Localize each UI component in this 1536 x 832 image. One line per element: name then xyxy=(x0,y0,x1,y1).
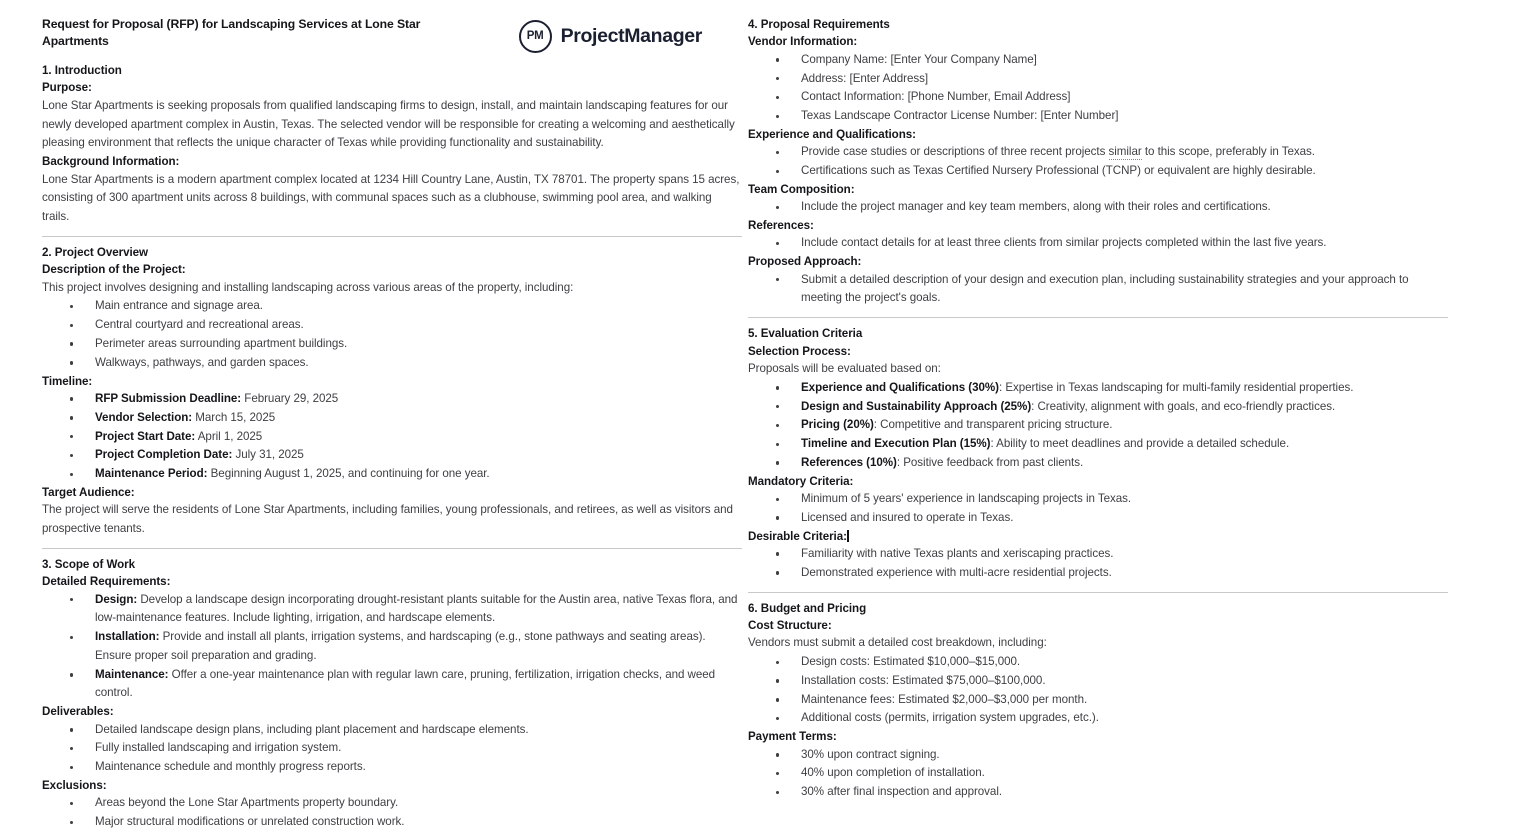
detailed-requirements-list xyxy=(42,591,745,704)
list-item: Certifications such as Texas Certified Nursery Professional (TCNP) or equivalent are highly desirable. xyxy=(748,162,1448,181)
target-audience-text: The project will serve the residents of Lone Star Apartments, including families, young professionals, and retirees, as well as visitors and prospective tenants. xyxy=(42,503,733,536)
criterion-label: Design and Sustainability Approach (25%) xyxy=(801,399,1032,413)
desirable-criteria-label xyxy=(748,528,1468,545)
payment-terms-list xyxy=(748,746,1468,802)
timeline-item-value: Beginning August 1, 2025, and continuing for one year. xyxy=(210,467,490,481)
description-text: This project involves designing and installing landscaping across various areas of the property, including: xyxy=(42,280,574,294)
exclusions-label: Exclusions: xyxy=(42,779,107,792)
list-item: Perimeter areas surrounding apartment buildings. xyxy=(42,335,742,354)
proposed-approach-list xyxy=(748,271,1468,309)
list-item xyxy=(42,428,742,447)
document-column-left xyxy=(0,0,745,829)
list-item: Detailed landscape design plans, including plant placement and hardscape elements. xyxy=(42,721,742,740)
requirement-label: Design: xyxy=(95,592,138,606)
section-heading: 1. Introduction xyxy=(42,64,122,77)
criterion-label: Pricing (20%) xyxy=(801,418,874,432)
criterion-value: : Creativity, alignment with goals, and eco-friendly practices. xyxy=(1031,399,1336,413)
list-item xyxy=(748,454,1448,473)
list-item: Licensed and insured to operate in Texas. xyxy=(748,509,1448,528)
vendor-information-label: Vendor Information: xyxy=(748,35,858,49)
section-heading: 4. Proposal Requirements xyxy=(748,18,890,31)
list-item: Include the project manager and key team members, along with their roles and certifications. xyxy=(748,198,1448,217)
document-header xyxy=(42,16,702,53)
list-item xyxy=(42,628,742,666)
project-areas-list xyxy=(42,297,745,372)
desirable-criteria-list xyxy=(748,545,1468,583)
criterion-value: : Positive feedback from past clients. xyxy=(896,455,1084,469)
timeline-list xyxy=(42,390,745,484)
section-heading: 5. Evaluation Criteria xyxy=(748,327,863,341)
requirement-label: Installation: xyxy=(95,630,160,644)
payment-terms-label: Payment Terms: xyxy=(748,730,837,744)
timeline-item-label: Maintenance Period: xyxy=(95,467,208,481)
section-divider xyxy=(748,317,1448,318)
criterion-value: : Competitive and transparent pricing structure. xyxy=(873,418,1113,432)
list-item: Central courtyard and recreational areas. xyxy=(42,316,742,335)
proposed-approach-label: Proposed Approach: xyxy=(748,255,862,269)
list-item xyxy=(748,398,1448,417)
section-divider xyxy=(42,236,742,237)
criterion-value: : Ability to meet deadlines and provide a detailed schedule. xyxy=(990,437,1290,451)
list-item xyxy=(42,390,742,409)
deliverables-list xyxy=(42,721,745,777)
list-item: Submit a detailed description of your design and execution plan, including sustainability strategies and your approach to meeting the project's goals. xyxy=(748,271,1448,309)
list-item: Major structural modifications or unrelated construction work. xyxy=(42,813,742,832)
logo-monogram: PM xyxy=(526,29,544,42)
projectmanager-logo xyxy=(519,16,702,53)
list-item: Texas Landscape Contractor License Number: [Enter Number] xyxy=(748,107,1448,126)
list-item xyxy=(42,465,742,484)
section-proposal-requirements xyxy=(748,16,1468,308)
criteria-list xyxy=(748,379,1468,473)
section-evaluation-criteria xyxy=(748,325,1468,582)
page-title: Request for Proposal (RFP) for Landscaping Services at Lone Star Apartments xyxy=(42,17,421,49)
background-label: Background Information: xyxy=(42,155,180,169)
list-item: Include contact details for at least three clients from similar projects completed within the last five years. xyxy=(748,234,1448,253)
cost-list xyxy=(748,653,1468,728)
deliverables-label: Deliverables: xyxy=(42,705,114,719)
list-item: Contact Information: [Phone Number, Email Address] xyxy=(748,88,1448,107)
selection-process-text: Proposals will be evaluated based on: xyxy=(748,361,941,375)
target-audience-label: Target Audience: xyxy=(42,485,135,499)
experience-text-post: to this scope, preferably in Texas. xyxy=(1141,145,1315,159)
projectmanager-logo-icon xyxy=(519,20,552,53)
list-item xyxy=(748,379,1448,398)
section-scope-of-work xyxy=(42,556,745,832)
timeline-item-label: Project Start Date: xyxy=(95,429,196,443)
requirement-value: Provide and install all plants, irrigation systems, and hardscaping (e.g., stone pathways and seating areas). Ensure proper soil preparation and grading. xyxy=(95,630,706,662)
timeline-item-value: February 29, 2025 xyxy=(244,391,339,405)
detailed-requirements-label: Detailed Requirements: xyxy=(42,575,171,589)
requirement-value: Develop a landscape design incorporating drought-resistant plants suitable for the Austin area, native Texas flora, and low-maintenance features. Include lighting, irrigation, and hardscape elements. xyxy=(95,592,738,625)
background-text: Lone Star Apartments is a modern apartment complex located at 1234 Hill Country Lane, Austin, TX 78701. The property spans 15 acres, consisting of 300 apartment units across 8 buildings, with communal spaces such as a clubhouse, swimming pool area, and walking trails. xyxy=(42,172,740,224)
criterion-value: : Expertise in Texas landscaping for multi-family residential properties. xyxy=(998,380,1354,394)
team-composition-list xyxy=(748,198,1468,217)
document-column-right xyxy=(745,0,1488,799)
section-budget-and-pricing xyxy=(748,600,1468,802)
section-introduction xyxy=(42,62,745,227)
list-item: Additional costs (permits, irrigation system upgrades, etc.). xyxy=(748,709,1448,728)
requirement-value: Offer a one-year maintenance plan with regular lawn care, pruning, fertilization, irrigation checks, and weed control. xyxy=(95,667,716,700)
list-item xyxy=(748,435,1448,454)
text-cursor-caret xyxy=(847,530,848,542)
list-item: Address: [Enter Address] xyxy=(748,70,1448,89)
list-item xyxy=(748,416,1448,435)
experience-label: Experience and Qualifications: xyxy=(748,127,916,141)
list-item xyxy=(42,446,742,465)
references-list xyxy=(748,234,1468,253)
list-item: Minimum of 5 years' experience in landscaping projects in Texas. xyxy=(748,490,1448,509)
experience-list xyxy=(748,143,1468,181)
criterion-label: Timeline and Execution Plan (15%) xyxy=(801,437,991,451)
desirable-criteria-text: Desirable Criteria: xyxy=(748,529,847,543)
list-item: Maintenance schedule and monthly progress reports. xyxy=(42,758,742,777)
purpose-label: Purpose: xyxy=(42,81,92,95)
grammar-flagged-word[interactable]: similar xyxy=(1108,145,1142,159)
list-item: Installation costs: Estimated $75,000–$100,000. xyxy=(748,672,1448,691)
mandatory-criteria-list xyxy=(748,490,1468,528)
section-project-overview xyxy=(42,244,745,539)
mandatory-criteria-label: Mandatory Criteria: xyxy=(748,474,854,488)
section-heading: 6. Budget and Pricing xyxy=(748,601,867,615)
list-item xyxy=(42,409,742,428)
criterion-label: Experience and Qualifications (30%) xyxy=(801,380,999,394)
vendor-information-list xyxy=(748,51,1468,126)
section-divider xyxy=(748,592,1448,593)
timeline-item-value: March 15, 2025 xyxy=(195,410,276,424)
timeline-label: Timeline: xyxy=(42,374,93,388)
list-item xyxy=(42,666,742,704)
list-item: Design costs: Estimated $10,000–$15,000. xyxy=(748,653,1448,672)
list-item: Areas beyond the Lone Star Apartments property boundary. xyxy=(42,794,742,813)
requirement-label: Maintenance: xyxy=(95,667,169,681)
section-heading: 3. Scope of Work xyxy=(42,557,136,571)
timeline-item-label: Vendor Selection: xyxy=(95,410,193,424)
exclusions-list xyxy=(42,794,745,832)
references-label: References: xyxy=(748,219,814,233)
cost-structure-label: Cost Structure: xyxy=(748,618,832,632)
team-composition-label: Team Composition: xyxy=(748,182,855,196)
list-item: Demonstrated experience with multi-acre residential projects. xyxy=(748,564,1448,583)
purpose-text: Lone Star Apartments is seeking proposals from qualified landscaping firms to design, install, and maintain landscaping features for our newly developed apartment complex in Austin, Texas. The selected vendor will be responsible for creating a welcoming and aesthetically pleasing environment that reflects the unique character of Texas while providing functionality and sustainability. xyxy=(42,98,735,150)
list-item: Familiarity with native Texas plants and xeriscaping practices. xyxy=(748,545,1448,564)
list-item: 40% upon completion of installation. xyxy=(748,764,1448,783)
logo-wordmark: ProjectManager xyxy=(560,24,702,47)
list-item: 30% after final inspection and approval. xyxy=(748,783,1448,802)
cost-structure-text: Vendors must submit a detailed cost breakdown, including: xyxy=(748,636,1047,650)
timeline-item-label: Project Completion Date: xyxy=(95,448,233,462)
section-divider xyxy=(42,548,742,549)
list-item: Maintenance fees: Estimated $2,000–$3,000 per month. xyxy=(748,691,1448,710)
timeline-item-value: April 1, 2025 xyxy=(197,429,263,443)
description-label: Description of the Project: xyxy=(42,263,186,277)
timeline-item-label: RFP Submission Deadline: xyxy=(95,391,242,405)
experience-text-pre: Provide case studies or descriptions of three recent projects xyxy=(801,145,1109,159)
selection-process-label: Selection Process: xyxy=(748,344,851,358)
timeline-item-value: July 31, 2025 xyxy=(235,448,304,462)
section-heading: 2. Project Overview xyxy=(42,245,149,259)
list-item xyxy=(42,591,742,629)
list-item: Main entrance and signage area. xyxy=(42,297,742,316)
list-item: Walkways, pathways, and garden spaces. xyxy=(42,354,742,373)
list-item: Fully installed landscaping and irrigation system. xyxy=(42,739,742,758)
criterion-label: References (10%) xyxy=(801,455,897,469)
list-item xyxy=(748,143,1448,162)
list-item: 30% upon contract signing. xyxy=(748,746,1448,765)
list-item: Company Name: [Enter Your Company Name] xyxy=(748,51,1448,70)
